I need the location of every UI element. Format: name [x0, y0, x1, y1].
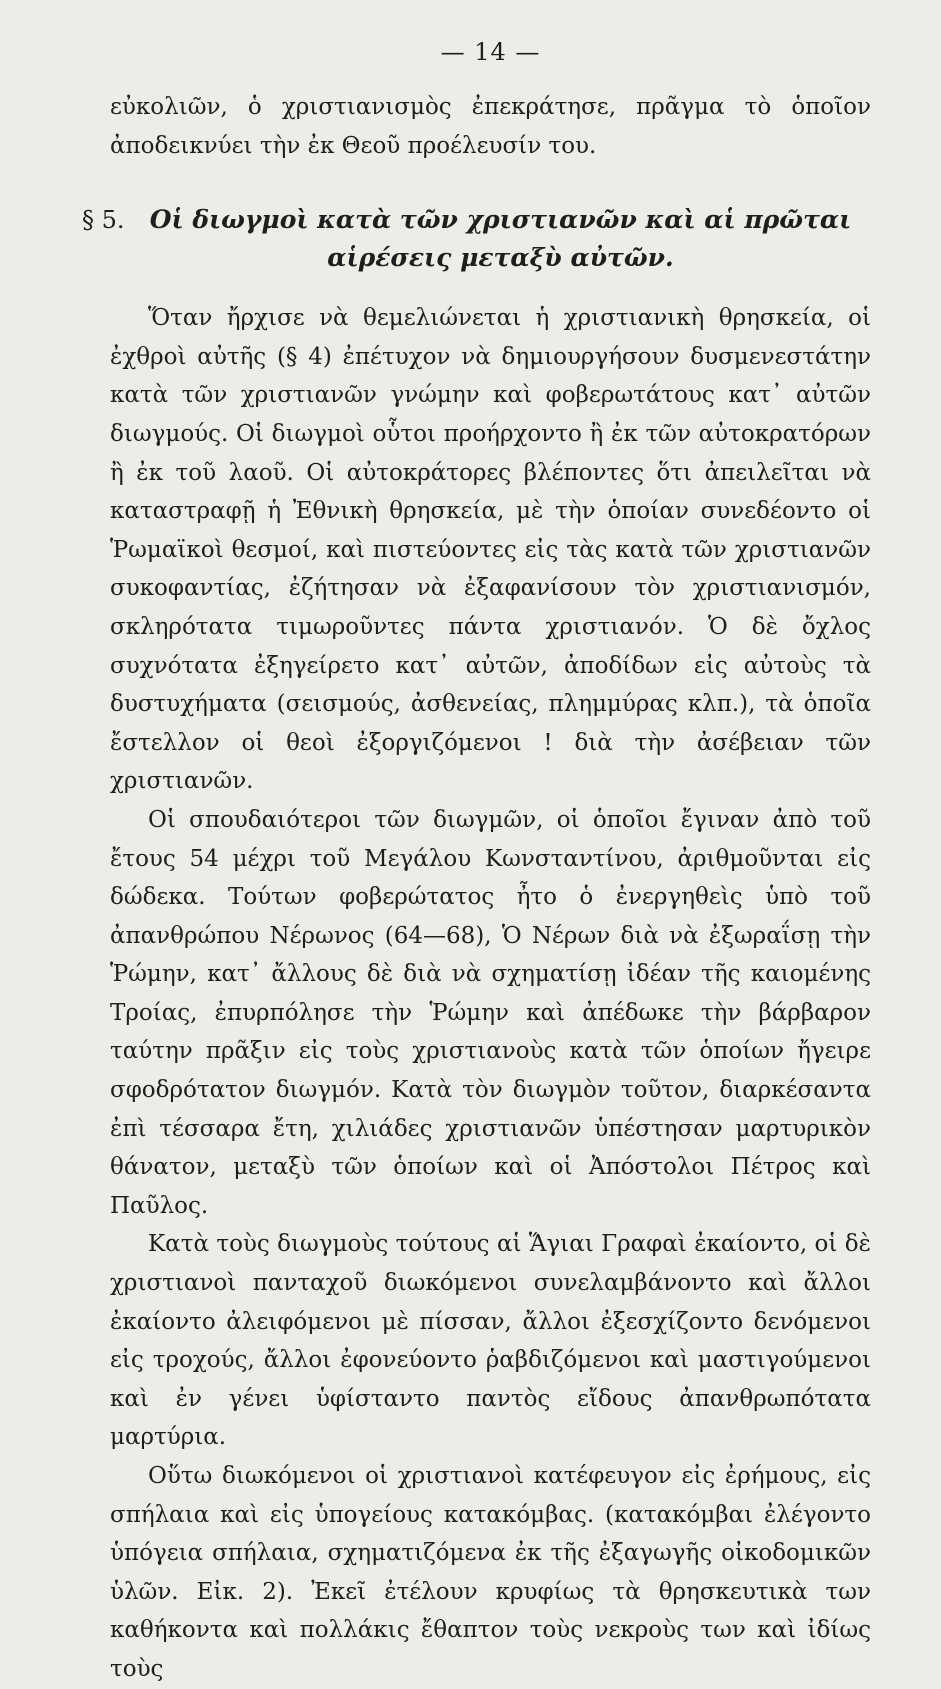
page-number: — 14 — — [440, 38, 541, 66]
section-title: Οἱ διωγμοὶ κατὰ τῶν χριστιανῶν καὶ αἱ πρῶται αἱρέσεις μεταξὺ αὐτῶν. — [149, 205, 852, 273]
paragraph-martyrdoms: Κατὰ τοὺς διωγμοὺς τούτους αἱ Ἅγιαι Γραφαὶ ἐκαίοντο, οἱ δὲ χριστιανοὶ πανταχοῦ διωκόμενοι συνελαμβάνοντο καὶ ἄλλοι ἐκαίοντο ἀλειφόμενοι μὲ πίσσαν, ἄλλοι ἐξεσχίζοντο δενόμενοι εἰς τροχούς, ἄλλοι ἐφονεύοντο ῥαβδιζόμενοι καὶ μαστιγούμενοι καὶ ἐν γένει ὑφίσταντο παντὸς εἴδους ἀπανθρωπότατα μαρτύρια. — [110, 1231, 871, 1451]
paragraph-persecutions-origin: Ὅταν ἤρχισε νὰ θεμελιώνεται ἡ χριστιανικὴ θρησκεία, οἱ ἐχθροὶ αὐτῆς (§ 4) ἐπέτυχον νὰ δημιουργήσουν δυσμενεστάτην κατὰ τῶν χριστιανῶν γνώμην καὶ φοβερωτάτους κατ᾽ αὐτῶν διωγμούς. Οἱ διωγμοὶ οὗτοι προήρχοντο ἢ ἐκ τῶν αὐτοκρατόρων ἢ ἐκ τοῦ λαοῦ. Οἱ αὐτοκράτορες βλέποντες ὅτι ἀπειλεῖται νὰ καταστραφῇ ἡ Ἐθνικὴ θρησκεία, μὲ τὴν ὁποίαν συνεδέοντο οἱ Ῥωμαϊκοὶ θεσμοί, καὶ πιστεύοντες εἰς τὰς κατὰ τῶν χριστιανῶν συκοφαντίας, ἐζήτησαν νὰ ἐξαφανίσουν τὸν χριστιανισμόν, σκληρότατα τιμωροῦντες πάντα χριστιανόν. Ὁ δὲ ὄχλος συχνότατα ἐξηγείρετο κατ᾽ αὐτῶν, ἀποδίδων εἰς αὐτοὺς τὰ δυστυχήματα (σεισμούς, ἀσθενείας, πλημμύρας κλπ.), τὰ ὁποῖα ἔστελλον οἱ θεοὶ ἐξοργιζόμενοι ! διὰ τὴν ἀσέβειαν τῶν χριστιανῶν. — [110, 305, 871, 795]
section-heading — [82, 201, 871, 277]
paragraph-major-persecutions: Οἱ σπουδαιότεροι τῶν διωγμῶν, οἱ ὁποῖοι ἔγιναν ἀπὸ τοῦ ἔτους 54 μέχρι τοῦ Μεγάλου Κωνσταντίνου, ἀριθμοῦνται εἰς δώδεκα. Τούτων φοβερώτατος ἦτο ὁ ἐνεργηθεὶς ὑπὸ τοῦ ἀπανθρώπου Νέρωνος (64—68), Ὁ Νέρων διὰ νὰ ἐξωραΐσῃ τὴν Ῥώμην, κατ᾽ ἄλλους δὲ διὰ νὰ σχηματίσῃ ἰδέαν τῆς καιομένης Τροίας, ἐπυρπόλησε τὴν Ῥώμην καὶ ἀπέδωκε τὴν βάρβαρον ταύτην πρᾶξιν εἰς τοὺς χριστιανοὺς κατὰ τῶν ὁποίων ἤγειρε σφοδρότατον διωγμόν. Κατὰ τὸν διωγμὸν τοῦτον, διαρκέσαντα ἐπὶ τέσσαρα ἔτη, χιλιάδες χριστιανῶν ὑπέστησαν μαρτυρικὸν θάνατον, μεταξὺ τῶν ὁποίων καὶ οἱ Ἀπόστολοι Πέτρος καὶ Παῦλος. — [110, 806, 871, 1219]
intro-paragraph: εὐκολιῶν, ὁ χριστιανισμὸς ἐπεκράτησε, πρᾶγμα τὸ ὁποῖον ἀποδεικνύει τὴν ἐκ Θεοῦ προέλευσίν του. — [110, 94, 871, 159]
paragraph-catacombs: Οὕτω διωκόμενοι οἱ χριστιανοὶ κατέφευγον εἰς ἐρήμους, εἰς σπήλαια καὶ εἰς ὑπογείους κατακόμβας. (κατακόμβαι ἐλέγοντο ὑπόγεια σπήλαια, σχηματιζόμενα ἐκ τῆς ἐξαγωγῆς οἰκοδομικῶν ὑλῶν. Εἰκ. 2). Ἐκεῖ ἐτέλουν κρυφίως τὰ θρησκευτικὰ των καθήκοντα καὶ πολλάκις ἔθαπτον τοὺς νεκροὺς των καὶ ἰδίως τοὺς — [110, 1463, 871, 1682]
section-number: § 5. — [82, 206, 125, 235]
